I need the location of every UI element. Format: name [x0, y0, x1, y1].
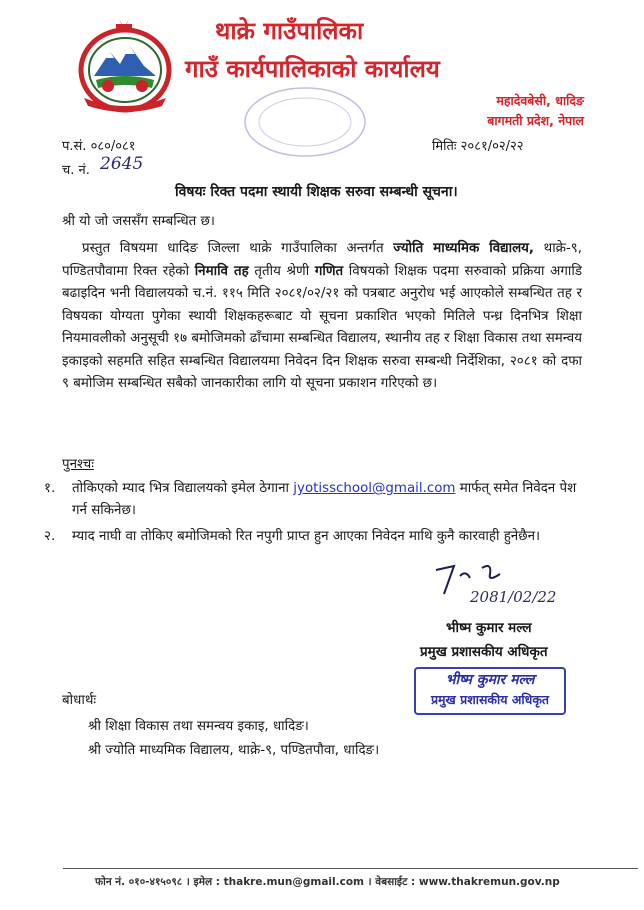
- footer-contact: फोन नं. ०१०-४१५०९८ । इमेल : thakre.mun@gmail.com । वेबसाईट : www.thakremun.gov.np: [95, 876, 560, 888]
- office-address-line2: बागमती प्रदेश, नेपाल: [487, 113, 584, 128]
- office-title: गाउँ कार्यपालिकाको कार्यालय: [185, 55, 440, 83]
- municipality-title: थाक्रे गाउँपालिका: [215, 17, 364, 45]
- signatory-title: प्रमुख प्रशासकीय अधिकृत: [420, 644, 548, 660]
- body-text-4: विषयको शिक्षक पदमा सरुवाको प्रक्रिया अगाडि बढाइदिन भनी विद्यालयको च.नं. ११५ मिति २०८१/०२/२१ को पत्रबाट अनुरोध भई आएकोले सम्बन्धित तह र विषयका योग्यता पुगेका स्थायी शिक्षकहरूबाट यो सूचना प्रकाशित भएको मितिले पन्ध्र दिनभित्र शिक्षा नियमावलीको अनुसूची १७ बमोजिमको ढाँचामा सम्बन्धित विद्यालय, स्थानीय तह र शिक्षा विकास तथा समन्वय इकाइको सहमति सहित सम्बन्धित विद्यालयमा निवेदन दिन शिक्षक सरुवा सम्बन्धी निर्देशिका, २०८१ को दफा ९ बमोजिम सम्बन्धित सबैको जानकारीका लागि यो सूचना प्रकाशन गरिएको छ।: [62, 263, 582, 391]
- signatory-stamp: [414, 667, 566, 715]
- note-1-text-line2: गर्न सकिनेछ।: [72, 503, 136, 518]
- notice-subject: विषयः रिक्त पदमा स्थायी शिक्षक सरुवा सम्बन्धी सूचना।: [175, 184, 458, 200]
- note-2-text: म्याद नाघी वा तोकिए बमोजिमको रित नपुगी प्राप्त हुन आएका निवेदन माथि कुनै कारवाही हुनेछैन।: [72, 529, 541, 544]
- cc-heading: बोधार्थः: [62, 693, 97, 708]
- footer-divider: [63, 868, 638, 869]
- school-name: ज्योति माध्यमिक विद्यालय,: [393, 241, 535, 256]
- stamp-title: प्रमुख प्रशासकीय अधिकृत: [430, 692, 550, 707]
- salutation: श्री यो जो जससँग सम्बन्धित छ।: [62, 214, 216, 229]
- office-address-line1: महादेवबेसी, धादिङ: [496, 93, 584, 108]
- cc-item: श्री शिक्षा विकास तथा समन्वय इकाइ, धादिङ।: [88, 719, 309, 734]
- note-2-number: २.: [44, 529, 56, 544]
- letter-date: मितिः २०८१/०२/२२: [432, 139, 524, 154]
- dispatch-number: 2645: [100, 154, 144, 174]
- postscript-heading: पुनश्चः: [62, 457, 94, 472]
- dispatch-number-label: च. नं.: [62, 163, 90, 178]
- body-text-2: थाक्रे-९, पण्डितपौवामा रिक्त रहेको: [62, 241, 582, 279]
- school-email-link[interactable]: jyotisschool@gmail.com: [293, 481, 456, 496]
- letter-ref-number: प.सं. ०८०/०८१: [62, 139, 136, 154]
- stamp-name: भीष्म कुमार मल्ल: [445, 672, 535, 688]
- signature-date: 2081/02/22: [470, 588, 557, 606]
- body-text-3: तृतीय श्रेणी: [248, 263, 315, 279]
- subject-name: गणित: [314, 263, 344, 279]
- nepal-emblem-logo: [66, 14, 184, 114]
- level-name: निमावि तह: [194, 263, 249, 279]
- notice-body: [62, 238, 582, 396]
- cc-item: श्री ज्योति माध्यमिक विद्यालय, थाक्रे-९, पण्डितपौवा, धादिङ।: [88, 743, 380, 758]
- office-seal: [240, 82, 370, 162]
- signatory-name: भीष्म कुमार मल्ल: [446, 620, 532, 636]
- body-text-1: प्रस्तुत विषयमा धादिङ जिल्ला थाक्रे गाउँपालिका अन्तर्गत: [82, 241, 394, 256]
- note-1-number: १.: [44, 481, 56, 496]
- note-1-text: तोकिएको म्याद भित्र विद्यालयको इमेल ठेगाना jyotisschool@gmail.com मार्फत् समेत निवेदन पेश: [72, 481, 577, 496]
